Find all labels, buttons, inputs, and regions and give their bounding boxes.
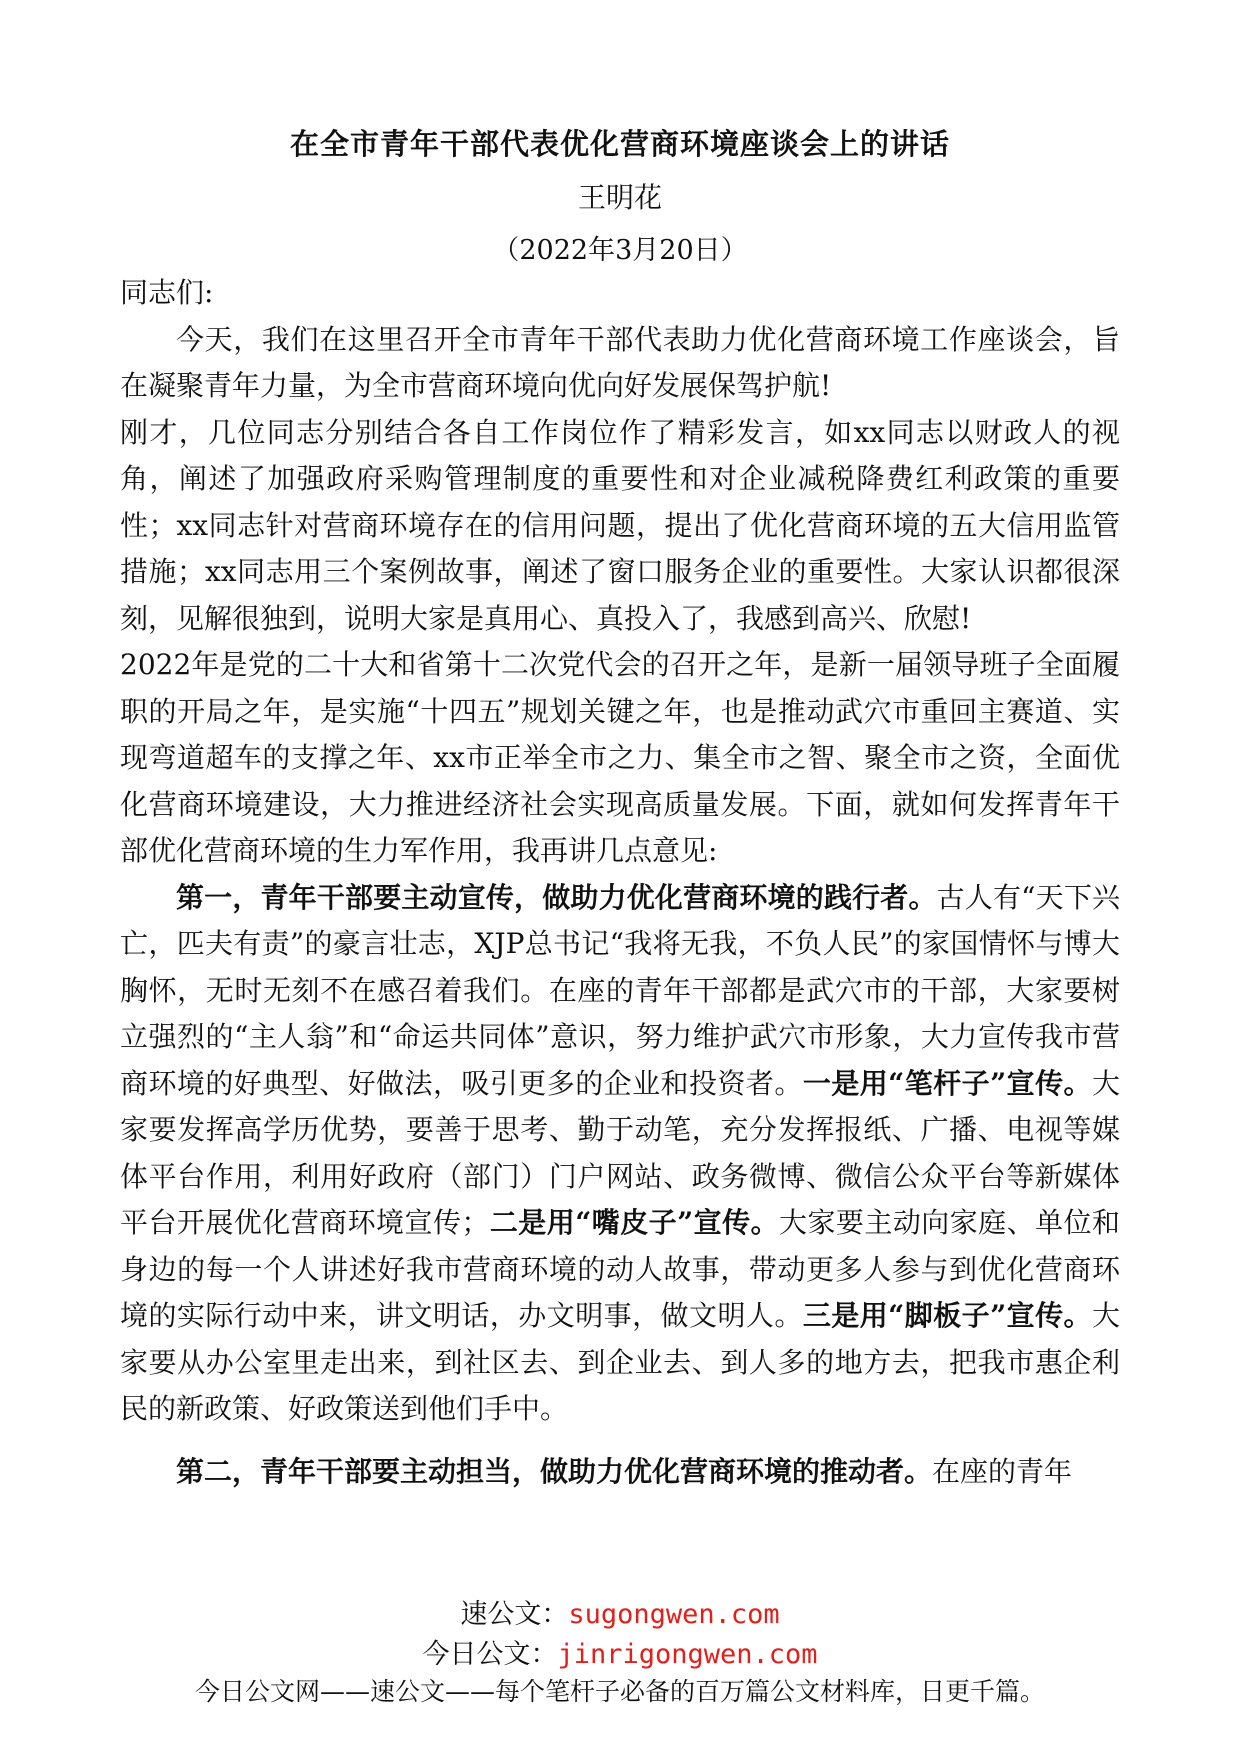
paragraph-context: 2022年是党的二十大和省第十二次党代会的召开之年，是新一届领导班子全面履职的开局之年，是实施“十四五”规划关键之年，也是推动武穴市重回主赛道、实现弯道超车的支撑之年、xx市正举全市之力、集全市之智、聚全市之资，全面优化营商环境建设，大力推进经济社会实现高质量发展。下面，就如何发挥青年干部优化营商环境的生力军作用，我再讲几点意见: xyxy=(120,648,1120,867)
document-body xyxy=(120,270,1120,1495)
point-one-heading: 第一，青年干部要主动宣传，做助力优化营商环境的践行者。 xyxy=(176,880,937,914)
point-two-heading: 第二，青年干部要主动担当，做助力优化营商环境的推动者。 xyxy=(176,1454,933,1488)
point-two-text: 在座的青年 xyxy=(932,1454,1073,1488)
author-name: 王明花 xyxy=(577,181,662,214)
footer-sugongwen-link[interactable]: sugongwen.com xyxy=(568,1599,780,1630)
footer-jinrigongwen-link[interactable]: jinrigongwen.com xyxy=(557,1639,818,1670)
speech-date: （2022年3月20日） xyxy=(492,235,748,266)
sub-point-feet-text: 大家要从办公室里走出来，到社区去、到企业去、到人多的地方去，把我市惠企利民的新政策、好政策送到他们手中。 xyxy=(120,1299,1120,1425)
footer-sugongwen-label: 速公文： xyxy=(460,1599,569,1630)
sub-point-feet-heading: 三是用“脚板子”宣传。 xyxy=(802,1299,1092,1332)
sub-point-mouth-heading: 二是用“嘴皮子”宣传。 xyxy=(489,1206,780,1239)
paragraph-intro: 今天，我们在这里召开全市青年干部代表助力优化营商环境工作座谈会，旨在凝聚青年力量，为全市营商环境向优向好发展保驾护航! xyxy=(120,322,1120,402)
sub-point-pen-heading: 一是用“笔杆子”宣传。 xyxy=(802,1066,1092,1100)
footer-jinrigongwen-label: 今日公文： xyxy=(422,1639,558,1670)
salutation: 同志们: xyxy=(120,276,214,309)
footer-jinrigongwen xyxy=(0,1632,1240,1671)
paragraph-point-two xyxy=(120,1449,1120,1496)
point-one-text: 古人有“天下兴亡，匹夫有责”的豪言壮志，XJP总书记“我将无我，不负人民”的家国情怀与博大胸怀，无时无刻不在感召着我们。在座的青年干部都是武穴市的干部，大家要树立强烈的“主人翁”和“命运共同体”意识，努力维护武穴市形象，大力宣传我市营商环境的好典型、好做法，吸引更多的企业和投资者。 xyxy=(120,880,1120,1100)
document-title: 在全市青年干部代表优化营商环境座谈会上的讲话 xyxy=(289,127,950,161)
footer-tagline: 今日公文网——速公文——每个笔杆子必备的百万篇公文材料库，日更千篇。 xyxy=(194,1677,1045,1706)
paragraph-point-one xyxy=(120,875,1120,1433)
footer-sugongwen xyxy=(0,1592,1240,1631)
paragraph-speakers: 刚才，几位同志分别结合各自工作岗位作了精彩发言，如xx同志以财政人的视角，阐述了加强政府采购管理制度的重要性和对企业减税降费红利政策的重要性；xx同志针对营商环境存在的信用问题，提出了优化营商环境的五大信用监管措施；xx同志用三个案例故事，阐述了窗口服务企业的重要性。大家认识都很深刻，见解很独到，说明大家是真用心、真投入了，我感到高兴、欣慰! xyxy=(120,415,1120,635)
sub-point-mouth-text: 大家要主动向家庭、单位和身边的每一个人讲述好我市营商环境的动人故事，带动更多人参与到优化营商环境的实际行动中来，讲文明话，办文明事，做文明人。 xyxy=(120,1206,1120,1332)
sub-point-pen-text: 大家要发挥高学历优势，要善于思考、勤于动笔，充分发挥报纸、广播、电视等媒体平台作用，利用好政府（部门）门户网站、政务微博、微信公众平台等新媒体平台开展优化营商环境宣传； xyxy=(120,1066,1120,1239)
